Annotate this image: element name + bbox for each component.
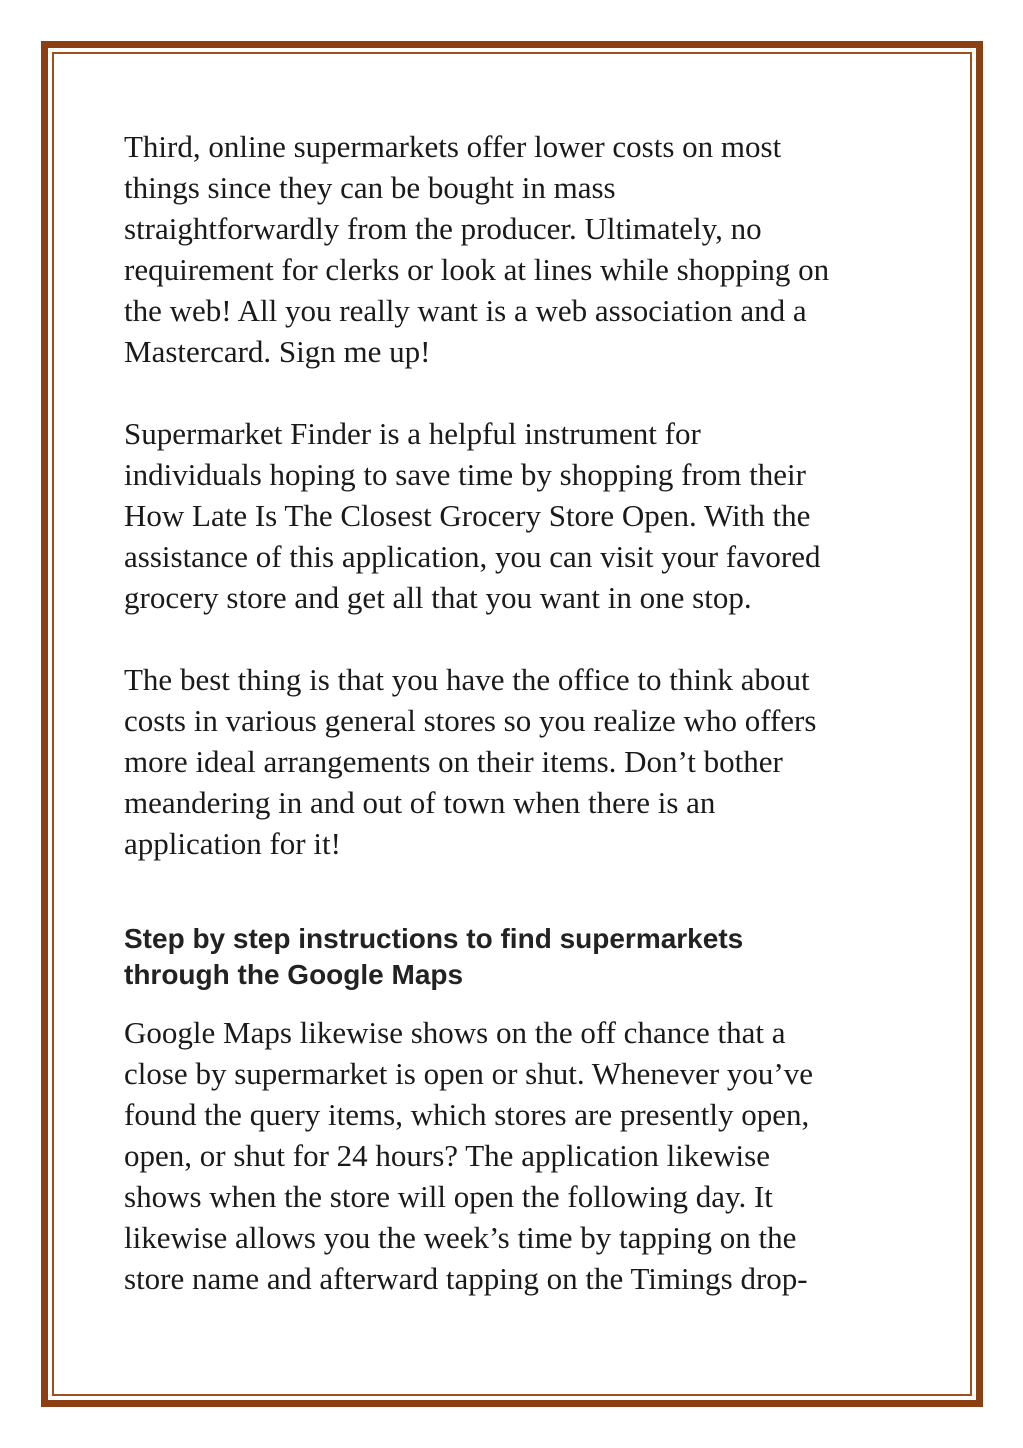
text-line: individuals hoping to save time by shopping from their [124,457,806,492]
text-line: shows when the store will open the following day. It [124,1179,773,1214]
heading-line: Step by step instructions to find supermarkets [124,923,744,954]
paragraph-online-supermarkets [124,126,914,372]
section-heading [124,921,914,993]
text-line: grocery store and get all that you want in one stop. [124,580,752,615]
text-line: straightforwardly from the producer. Ultimately, no [124,211,762,246]
text-line: Supermarket Finder is a helpful instrument for [124,416,701,451]
paragraph-google-maps [124,1012,914,1299]
paragraph-best-thing [124,659,914,864]
text-line: things since they can be bought in mass [124,170,616,205]
text-line: store name and afterward tapping on the Timings drop- [124,1261,808,1296]
text-line: likewise allows you the week’s time by tapping on the [124,1220,797,1255]
text-line: application for it! [124,826,341,861]
text-line: requirement for clerks or look at lines while shopping on [124,252,830,287]
text-line: open, or shut for 24 hours? The application likewise [124,1138,770,1173]
text-line: Mastercard. Sign me up! [124,334,431,369]
text-line: more ideal arrangements on their items. Don’t bother [124,744,783,779]
text-line: The best thing is that you have the office to think about [124,662,810,697]
text-line: How Late Is The Closest Grocery Store Open. With the [124,498,811,533]
text-line: found the query items, which stores are presently open, [124,1097,810,1132]
heading-line: through the Google Maps [124,959,464,990]
text-line: Third, online supermarkets offer lower costs on most [124,129,782,164]
text-line: the web! All you really want is a web association and a [124,293,807,328]
paragraph-supermarket-finder [124,413,914,618]
document-body [124,126,914,1299]
text-line: close by supermarket is open or shut. Whenever you’ve [124,1056,813,1091]
text-line: costs in various general stores so you realize who offers [124,703,817,738]
text-line: assistance of this application, you can visit your favored [124,539,821,574]
text-line: meandering in and out of town when there is an [124,785,716,820]
text-line: Google Maps likewise shows on the off chance that a [124,1015,786,1050]
